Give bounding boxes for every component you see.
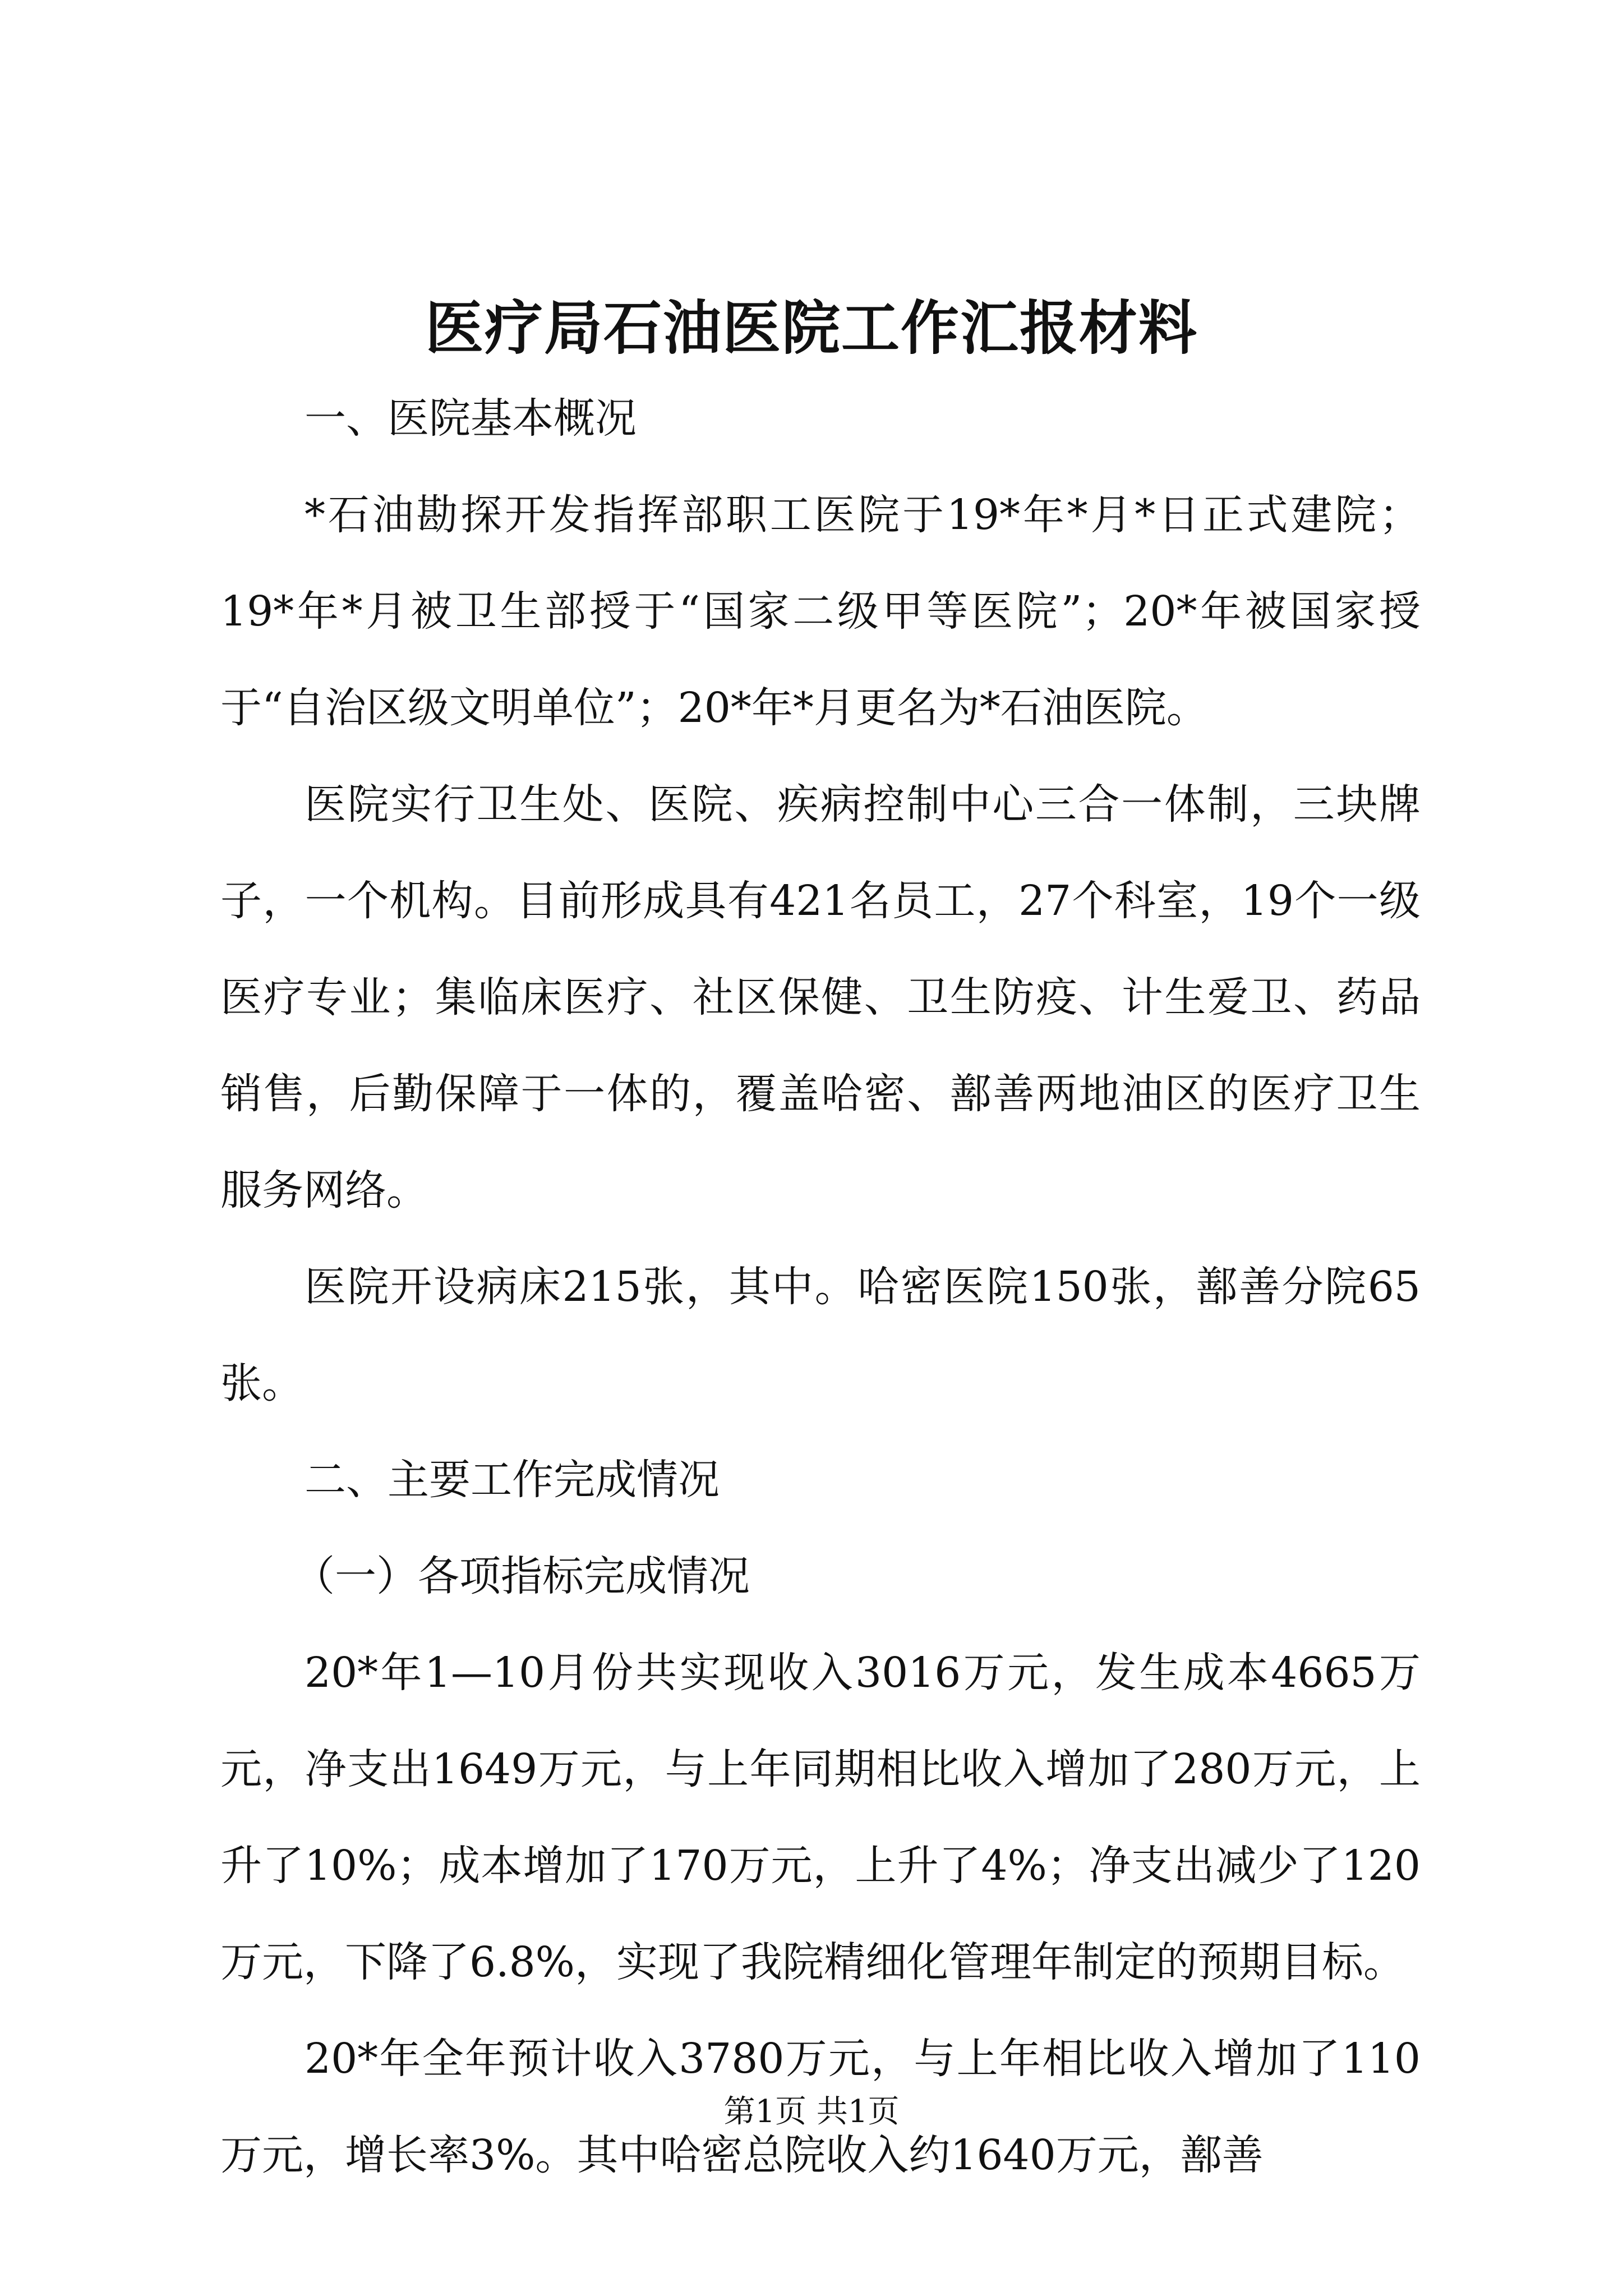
- document-title: 医疗局石油医院工作汇报材料: [425, 293, 1198, 362]
- section-heading-overview: 一、医院基本概况: [305, 394, 637, 443]
- page-footer: 第1页 共1页: [723, 2093, 900, 2130]
- section-heading-work: 二、主要工作完成情况: [305, 1456, 720, 1504]
- paragraph-history: *石油勘探开发指挥部职工医院于19*年*月*日正式建院；19*年*月被卫生部授于“国家二级甲等医院”；20*年被国家授于“自治区级文明单位”；20*年*月更名为*石油医院。: [220, 491, 1421, 732]
- document-body: [220, 370, 1421, 2203]
- subsection-heading-indicators: （一）各项指标完成情况: [293, 1552, 750, 1600]
- paragraph-structure: 医院实行卫生处、医院、疾病控制中心三合一体制，三块牌子，一个机构。目前形成具有421名员工，27个科室，19个一级医疗专业；集临床医疗、社区保健、卫生防疫、计生爱卫、药品销售，后勤保障于一体的，覆盖哈密、鄯善两地油区的医疗卫生服务网络。: [220, 780, 1421, 1214]
- paragraph-income-jan-oct: 20*年1—10月份共实现收入3016万元，发生成本4665万元，净支出1649万元，与上年同期相比收入增加了280万元，上升了10%；成本增加了170万元，上升了4%；净支出减少了120万元，下降了6.8%，实现了我院精细化管理年制定的预期目标。: [220, 1649, 1421, 1986]
- paragraph-annual-forecast: 20*年全年预计收入3780万元，与上年相比收入增加了110万元，增长率3%。其中哈密总院收入约1640万元，鄯善: [220, 2035, 1421, 2179]
- paragraph-beds: 医院开设病床215张，其中。哈密医院150张，鄯善分院65张。: [220, 1263, 1421, 1407]
